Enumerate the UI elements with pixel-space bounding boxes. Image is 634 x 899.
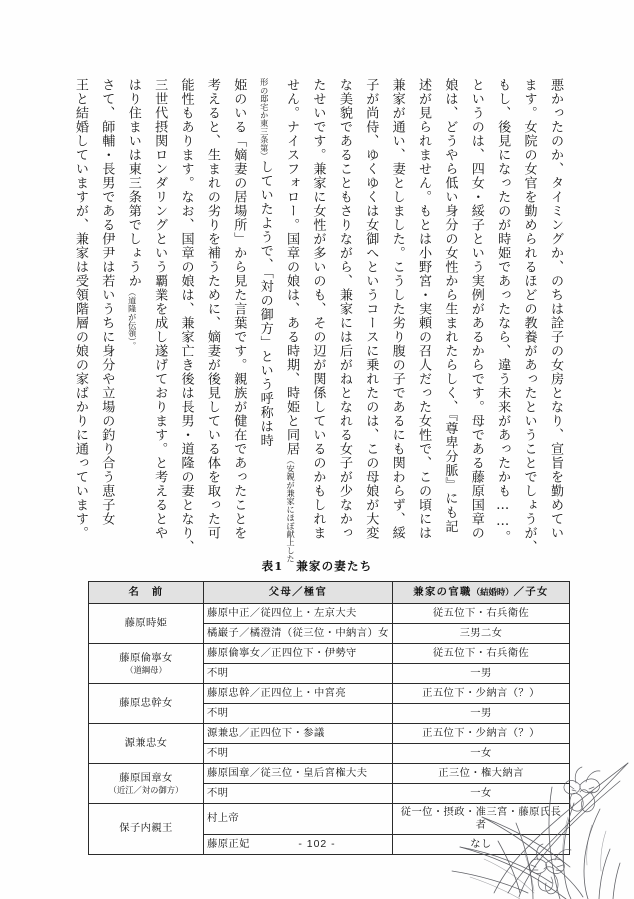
text-column-17: はり住まいは東三条第でしょうか（道隆が伝領）。 bbox=[125, 78, 141, 350]
inline-note-1: （安親が兼家にほぼ献上した bbox=[286, 456, 297, 563]
text-column-10: たせいです。兼家に女性が多いのも、その辺が関係しているのかもしれま bbox=[310, 78, 326, 540]
cell-kaneie-office-children: 正五位下・少納言（？） bbox=[393, 724, 570, 744]
cell-kaneie-office-children: 正五位下・少納言（？） bbox=[393, 684, 570, 704]
cell-parents-office: 藤原正妃 bbox=[204, 834, 393, 854]
table-row bbox=[89, 804, 570, 835]
cell-kaneie-office-children: なし bbox=[393, 834, 570, 854]
cell-kaneie-office-children: 一女 bbox=[393, 744, 570, 764]
cell-parents-office: 藤原中正／従四位上・左京大夫 bbox=[204, 604, 393, 624]
cell-parents-office: 藤原忠幹／正四位上・中宮亮 bbox=[204, 684, 393, 704]
cell-parents-office: 不明 bbox=[204, 784, 393, 804]
text-column-16: 三世代摂関ロンダリングという覇業を成し遂げております。と考えるとや bbox=[152, 78, 168, 540]
wife-name-alias: （近江／対の御方） bbox=[108, 784, 184, 795]
wife-name-main: 源兼忠女 bbox=[124, 737, 168, 750]
vertical-body-text bbox=[72, 78, 563, 563]
text-column-12: 形の邸宅か東三条第）していたようで、「対の御方」という呼称は時 bbox=[257, 78, 273, 448]
text-column-11: せん。ナイスフォロー。国章の娘は、ある時期、時姫と同居（安親が兼家にほぼ献上した bbox=[284, 78, 300, 563]
cell-parents-office: 不明 bbox=[204, 664, 393, 684]
text-column-18: さて、師輔・長男である伊尹は若いうちに身分や立場の釣り合う恵子女 bbox=[99, 78, 115, 526]
header-name: 名 前 bbox=[89, 582, 204, 604]
table-header-row bbox=[89, 582, 570, 604]
text-column-15: 能性もあります。なお、国章の娘は、兼家亡き後は長男・道隆の妻となり、 bbox=[178, 78, 194, 554]
cell-kaneie-office-children: 一男 bbox=[393, 664, 570, 684]
header-office-sub: （結婚時） bbox=[471, 587, 514, 598]
header-office-main: 兼家の官職 bbox=[413, 586, 472, 599]
cell-wife-name bbox=[89, 724, 204, 764]
cell-wife-name bbox=[89, 684, 204, 724]
text-column-1: 悪かったのか、タイミングか、のちは詮子の女房となり、宣旨を勤めてい bbox=[548, 78, 563, 540]
table-row bbox=[89, 724, 570, 744]
wife-name-main: 保子内親王 bbox=[119, 822, 173, 835]
cell-parents-office: 不明 bbox=[204, 704, 393, 724]
text-column-13: 姫のいる「嫡妻の居場所」から見た言葉です。親族が健在であったことを bbox=[231, 78, 247, 540]
inline-note-1-cont: 形の邸宅か東三条第） bbox=[259, 78, 270, 160]
header-office-tail: ／子女 bbox=[513, 586, 549, 599]
text-column-7: 兼家が通い、妻としました。こうした劣り腹の子であるにも関わらず、綏 bbox=[389, 78, 405, 540]
table-row bbox=[89, 644, 570, 664]
cell-parents-office: 藤原倫寧女／正四位下・伊勢守 bbox=[204, 644, 393, 664]
cell-parents-office: 藤原国章／従三位・皇后宮権大夫 bbox=[204, 764, 393, 784]
cell-kaneie-office-children: 従一位・摂政・准三宮・藤原氏長者 bbox=[393, 804, 570, 835]
wife-name-main: 藤原倫寧女 bbox=[119, 651, 173, 664]
table-body bbox=[89, 604, 570, 855]
cell-wife-name bbox=[89, 764, 204, 804]
inline-note-2: （道隆が伝領）。 bbox=[127, 288, 138, 350]
cell-wife-name bbox=[89, 644, 204, 684]
cell-kaneie-office-children: 従五位下・右兵衛佐 bbox=[393, 644, 570, 664]
table-caption: 表1 兼家の妻たち bbox=[261, 559, 373, 573]
cell-wife-name bbox=[89, 604, 204, 644]
cell-kaneie-office-children: 一女 bbox=[393, 784, 570, 804]
wife-name-alias: （道綱母） bbox=[125, 664, 167, 675]
cell-kaneie-office-children: 正三位・権大納言 bbox=[393, 764, 570, 784]
text-column-2: ます。女院の女官を勤められるほどの教養があったということでしょうが、 bbox=[521, 78, 537, 554]
text-column-9: な美貌であることもさりながら、兼家には后がねとなれる女子が少なかっ bbox=[336, 78, 352, 540]
cell-parents-office: 不明 bbox=[204, 744, 393, 764]
cell-kaneie-office-children: 三男二女 bbox=[393, 624, 570, 644]
text-column-3: もし、後見になったのが時姫であったなら、違う未来があったかも……。 bbox=[495, 78, 511, 544]
header-parents: 父母／極官 bbox=[204, 582, 393, 604]
text-column-6: 述が見られません。もとは小野宮・実頼の召人だった女性で、この頃には bbox=[416, 78, 432, 540]
cell-parents-office: 源兼忠／正四位下・参議 bbox=[204, 724, 393, 744]
wife-name-main: 藤原忠幹女 bbox=[119, 697, 173, 710]
table-row bbox=[89, 684, 570, 704]
cell-kaneie-office-children: 一男 bbox=[393, 704, 570, 724]
header-office bbox=[393, 582, 570, 604]
table-row bbox=[89, 604, 570, 624]
table-wives-of-kaneie bbox=[88, 581, 562, 855]
page-number: - 102 - bbox=[298, 838, 336, 850]
text-column-4: というのは、四女・綏子という実例があるからです。母である藤原国章の bbox=[468, 78, 484, 540]
table-row bbox=[89, 764, 570, 784]
wife-name-main: 藤原時姫 bbox=[124, 617, 168, 630]
text-column-19: 王と結婚していますが、兼家は受領階層の娘の家ばかりに通っています。 bbox=[72, 78, 88, 540]
cell-parents-office: 村上帝 bbox=[204, 804, 393, 835]
text-column-8: 子が尚侍、ゆくゆくは女御へというコースに乗れたのは、この母娘が大変 bbox=[363, 78, 379, 540]
wife-name-main: 藤原国章女 bbox=[119, 771, 173, 784]
text-column-5: 娘は、どうやら低い身分の女性から生まれたらしく、『尊卑分脈』にも記 bbox=[442, 78, 458, 534]
cell-kaneie-office-children: 従五位下・右兵衛佐 bbox=[393, 604, 570, 624]
cell-parents-office: 橘巌子／橘澄清（従三位・中納言）女 bbox=[204, 624, 393, 644]
text-column-14: 考えると、生まれの劣りを補うために、嫡妻が後見している体を取った可 bbox=[204, 78, 220, 540]
